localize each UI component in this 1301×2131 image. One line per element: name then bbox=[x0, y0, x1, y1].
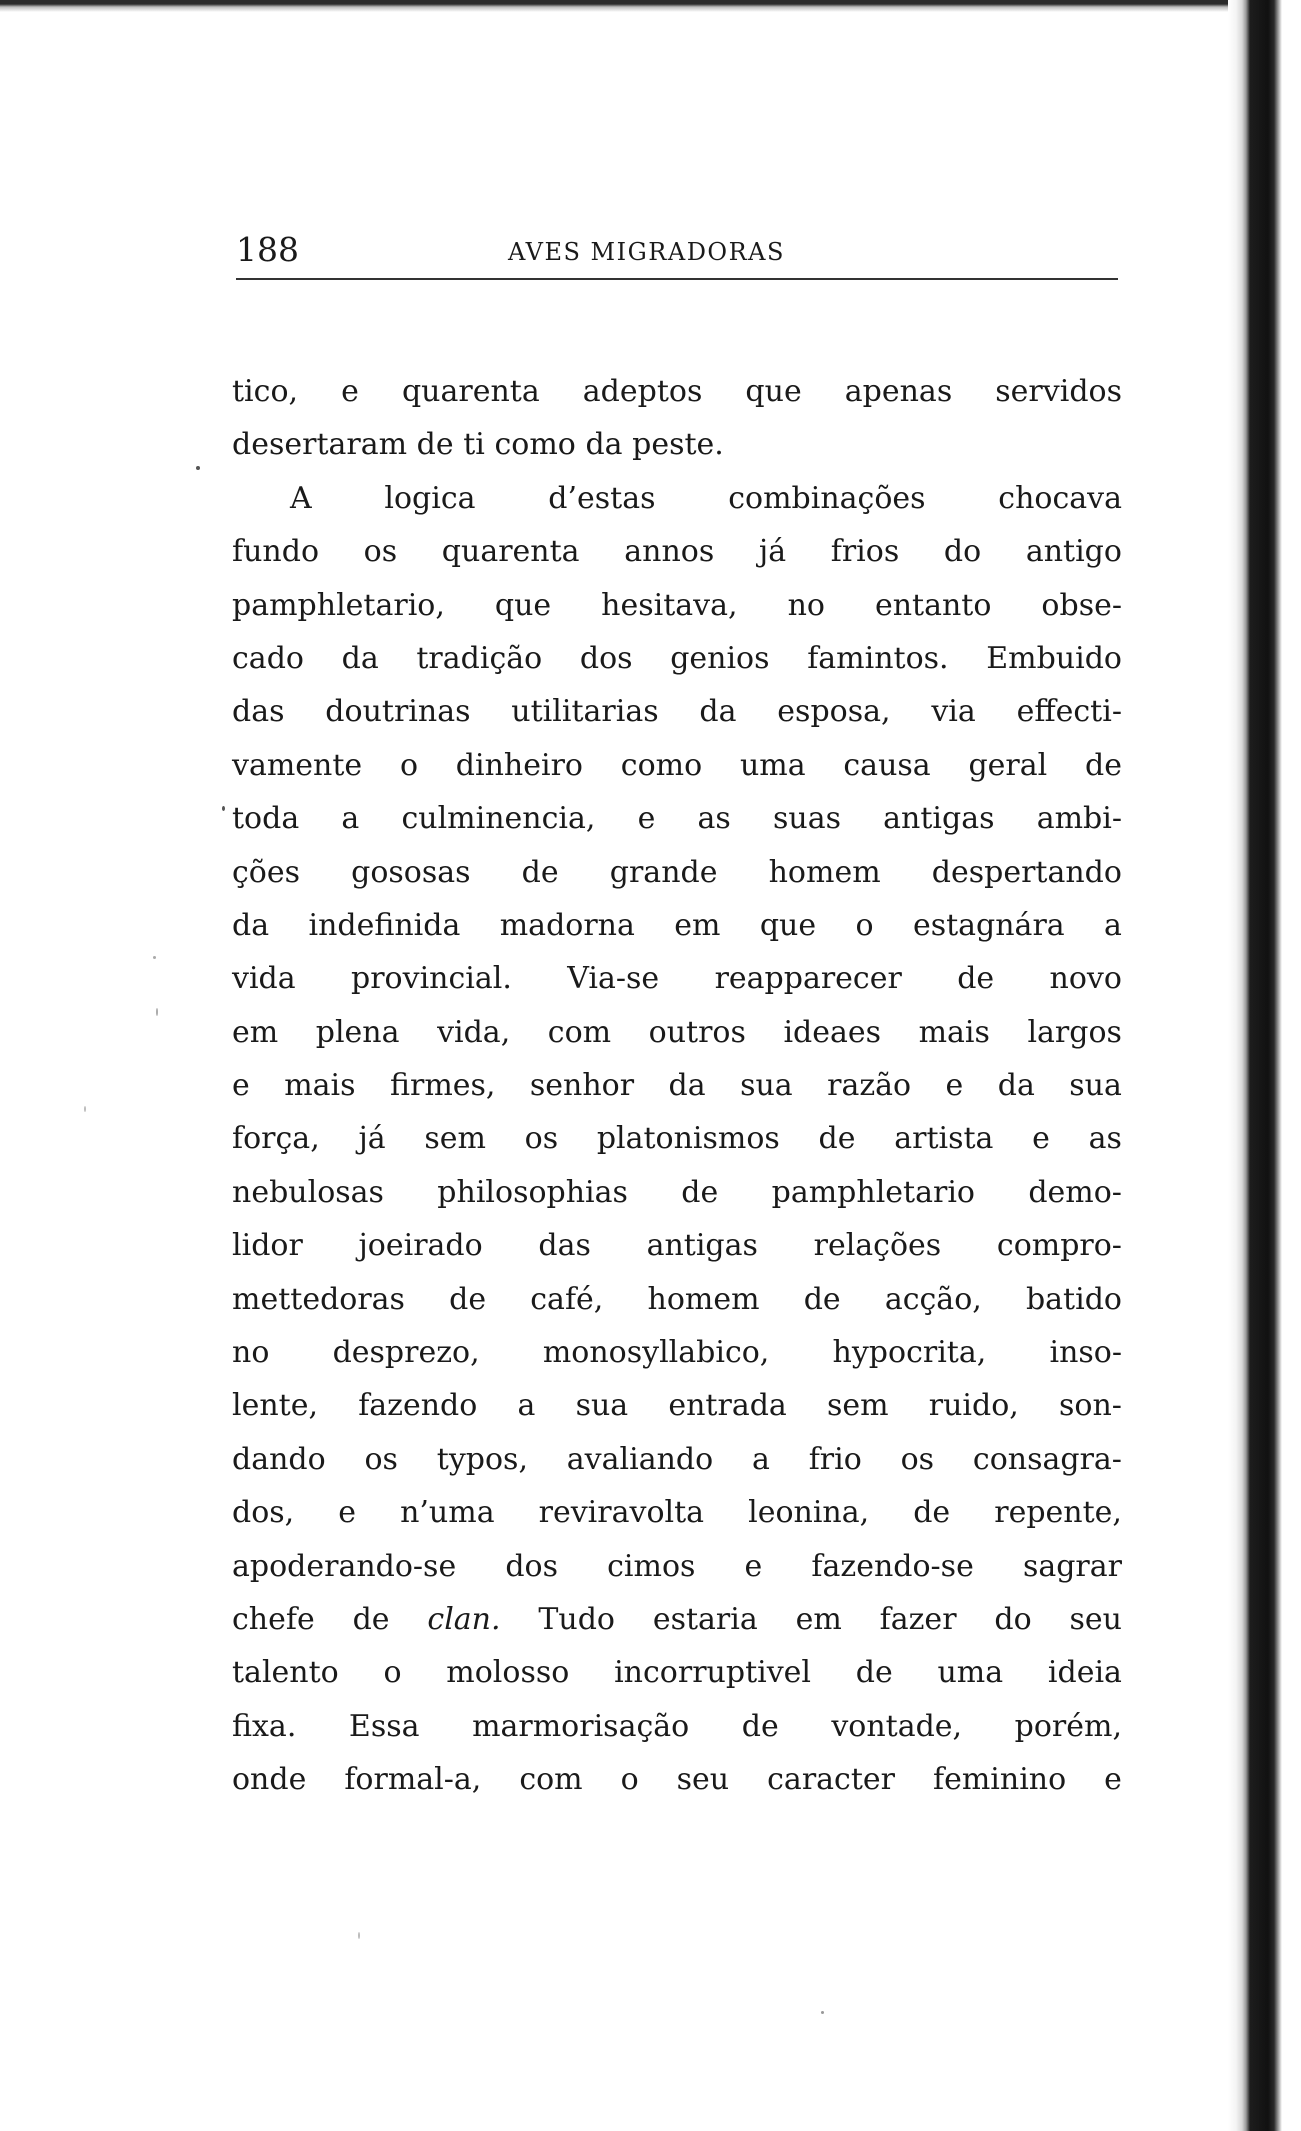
page-header bbox=[236, 228, 1118, 280]
text-line: vamente o dinheiro como uma causa geral de bbox=[232, 747, 1122, 783]
text-line: fundo os quarenta annos já frios do antigo bbox=[232, 534, 1122, 570]
print-speck bbox=[222, 806, 225, 811]
text-line: fixa. Essa marmorisação de vontade, porém, bbox=[232, 1708, 1122, 1744]
text-line: dos, e n’uma reviravolta leonina, de repente, bbox=[232, 1495, 1122, 1531]
text-line: apoderando-se dos cimos e fazendo-se sagrar bbox=[232, 1548, 1122, 1584]
text-line: mettedoras de café, homem de acção, batido bbox=[232, 1281, 1122, 1317]
text-line: no desprezo, monosyllabico, hypocrita, inso- bbox=[232, 1335, 1122, 1371]
text-line: toda a culminencia, e as suas antigas ambi- bbox=[232, 801, 1122, 837]
text-line: vida provincial. Via-se reapparecer de novo bbox=[232, 961, 1122, 997]
running-title: AVES MIGRADORAS bbox=[508, 238, 785, 266]
text-line: e mais firmes, senhor da sua razão e da sua bbox=[232, 1068, 1122, 1104]
print-speck bbox=[358, 1932, 360, 1939]
text-line: chefe de clan. Tudo estaria em fazer do seu bbox=[232, 1601, 1122, 1637]
text-line: força, já sem os platonismos de artista e as bbox=[232, 1121, 1122, 1157]
text-line: tico, e quarenta adeptos que apenas servidos bbox=[232, 374, 1122, 409]
text-line: ções gososas de grande homem despertando bbox=[232, 854, 1122, 890]
print-speck bbox=[821, 2011, 824, 2014]
body-text bbox=[232, 365, 1122, 1807]
text-line: cado da tradição dos genios famintos. Embuido bbox=[232, 640, 1122, 676]
text-line: talento o molosso incorruptivel de uma ideia bbox=[232, 1655, 1122, 1691]
print-speck bbox=[84, 1106, 86, 1112]
text-line: lente, fazendo a sua entrada sem ruido, son- bbox=[232, 1388, 1122, 1424]
text-line: A logica d’estas combinações chocava bbox=[290, 480, 1122, 516]
page-number: 188 bbox=[236, 230, 299, 269]
text-line: dando os typos, avaliando a frio os consagra- bbox=[232, 1441, 1122, 1477]
text-line: em plena vida, com outros ideaes mais largos bbox=[232, 1014, 1122, 1050]
print-speck bbox=[156, 1008, 158, 1016]
text-line: das doutrinas utilitarias da esposa, via effecti- bbox=[232, 694, 1122, 730]
text-line: pamphletario, que hesitava, no entanto obse- bbox=[232, 587, 1122, 623]
text-line: onde formal-a, com o seu caracter feminino e bbox=[232, 1762, 1122, 1798]
print-speck bbox=[153, 956, 156, 959]
text-line: da indefinida madorna em que o estagnára a bbox=[232, 907, 1122, 943]
text-line: desertaram de ti como da peste. bbox=[232, 427, 724, 463]
text-line: nebulosas philosophias de pamphletario demo- bbox=[232, 1174, 1122, 1210]
print-speck bbox=[196, 466, 200, 470]
text-line: lidor joeirado das antigas relações compro- bbox=[232, 1228, 1122, 1264]
